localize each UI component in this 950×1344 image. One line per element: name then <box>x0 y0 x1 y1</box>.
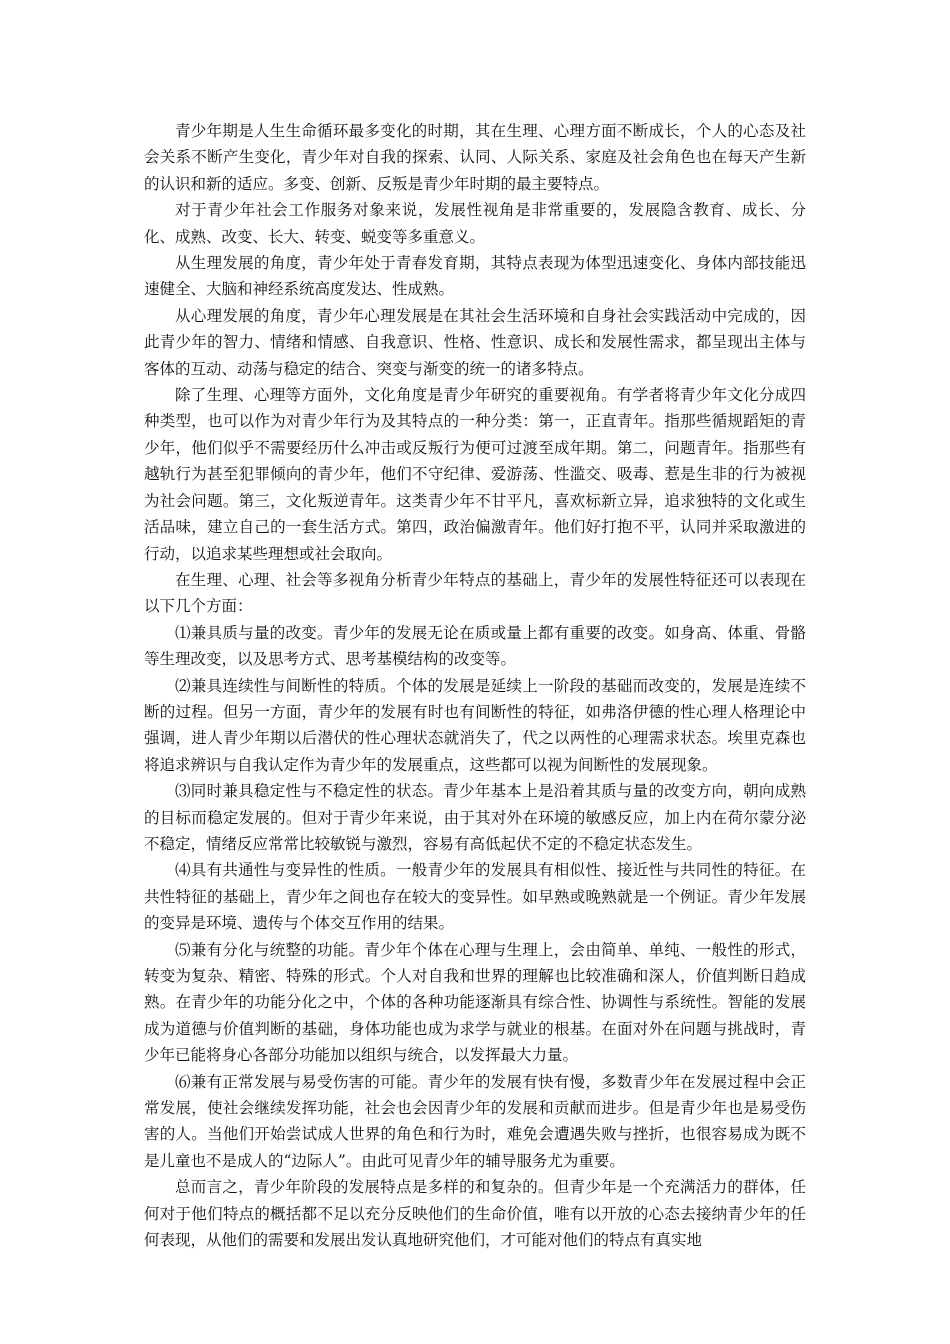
paragraph-intro: 青少年期是人生生命循环最多变化的时期，其在生理、心理方面不断成长，个人的心态及社会关系不断产生变化，青少年对自我的探索、认同、人际关系、家庭及社会角色也在每天产生新的认识和新的适应。多变、创新、反叛是青少年时期的最主要特点。 <box>144 122 806 193</box>
list-item-6: ⑹兼有正常发展与易受伤害的可能。青少年的发展有快有慢，多数青少年在发展过程中会正常发展，使社会继续发挥功能，社会也会因青少年的发展和贡献而进步。但是青少年也是易受伤害的人。当他们开始尝试成人世界的角色和行为时，难免会遭遇失败与挫折，也很容易成为既不是儿童也不是成人的“边际人”。由此可见青少年的辅导服务尤为重要。 <box>144 1072 806 1170</box>
paragraph-conclusion: 总而言之，青少年阶段的发展特点是多样的和复杂的。但青少年是一个充满活力的群体，任何对于他们特点的概括都不足以充分反映他们的生命价值，唯有以开放的心态去接纳青少年的任何表现，从他们的需要和发展出发认真地研究他们，才可能对他们的特点有真实地 <box>144 1178 806 1250</box>
document-body <box>144 118 806 1253</box>
paragraph-features-intro: 在生理、心理、社会等多视角分析青少年特点的基础上，青少年的发展性特征还可以表现在以下几个方面： <box>144 570 806 616</box>
paragraph-cultural: 除了生理、心理等方面外，文化角度是青少年研究的重要视角。有学者将青少年文化分成四种类型，也可以作为对青少年行为及其特点的一种分类：第一，正直青年。指那些循规蹈矩的青少年，他们似乎不需要经历什么冲击或反叛行为便可过渡至成年期。第二，问题青年。指那些有越轨行为甚至犯罪倾向的青少年，他们不守纪律、爱游荡、性滥交、吸毒、惹是生非的行为被视为社会问题。第三，文化叛逆青年。这类青少年不甘平凡，喜欢标新立异，追求独特的文化或生活品味，建立自己的一套生活方式。第四，政治偏激青年。他们好打抱不平，认同并采取激进的行动，以追求某些理想或社会取向。 <box>144 386 806 563</box>
paragraph-developmental-perspective: 对于青少年社会工作服务对象来说，发展性视角是非常重要的，发展隐含教育、成长、分化、成熟、改变、长大、转变、蜕变等多重意义。 <box>144 201 806 246</box>
list-item-3: ⑶同时兼具稳定性与不稳定性的状态。青少年基本上是沿着其质与量的改变方向，朝向成熟的目标而稳定发展的。但对于青少年来说，由于其对外在环境的敏感反应，加上内在荷尔蒙分泌不稳定，情绪反应常常比较敏锐与激烈，容易有高低起伏不定的不稳定状态发生。 <box>144 782 806 853</box>
list-item-5: ⑸兼有分化与统整的功能。青少年个体在心理与生理上，会由简单、单纯、一般性的形式，转变为复杂、精密、特殊的形式。个人对自我和世界的理解也比较准确和深人，价值判断日趋成熟。在青少年的功能分化之中，个体的各种功能逐渐具有综合性、协调性与系统性。智能的发展成为道德与价值判断的基础，身体功能也成为求学与就业的根基。在面对外在问题与挑战时，青少年已能将身心各部分功能加以组织与统合，以发挥最大力量。 <box>144 940 806 1065</box>
list-item-4: ⑷具有共通性与变异性的性质。一般青少年的发展具有相似性、接近性与共同性的特征。在共性特征的基础上，青少年之间也存在较大的变异性。如早熟或晚熟就是一个例证。青少年发展的变异是环境、遗传与个体交互作用的结果。 <box>144 861 806 933</box>
paragraph-psychological: 从心理发展的角度，青少年心理发展是在其社会生活环境和自身社会实践活动中完成的，因此青少年的智力、情绪和情感、自我意识、性格、性意识、成长和发展性需求，都呈现出主体与客体的互动、动荡与稳定的结合、突变与渐变的统一的诸多特点。 <box>144 306 806 378</box>
paragraph-physiological: 从生理发展的角度，青少年处于青春发育期，其特点表现为体型迅速变化、身体内部技能迅速健全、大脑和神经系统高度发达、性成熟。 <box>144 254 806 299</box>
list-item-1: ⑴兼具质与量的改变。青少年的发展无论在质或量上都有重要的改变。如身高、体重、骨骼等生理改变，以及思考方式、思考基模结构的改变等。 <box>144 623 806 669</box>
list-item-2: ⑵兼具连续性与间断性的特质。个体的发展是延续上一阶段的基础而改变的，发展是连续不断的过程。但另一方面，青少年的发展有时也有间断性的特征，如弗洛伊德的性心理人格理论中强调，进人青少年期以后潜伏的性心理状态就消失了，代之以两性的心理需求状态。埃里克森也将追求辨识与自我认定作为青少年的发展重点，这些都可以视为间断性的发展现象。 <box>144 676 806 774</box>
